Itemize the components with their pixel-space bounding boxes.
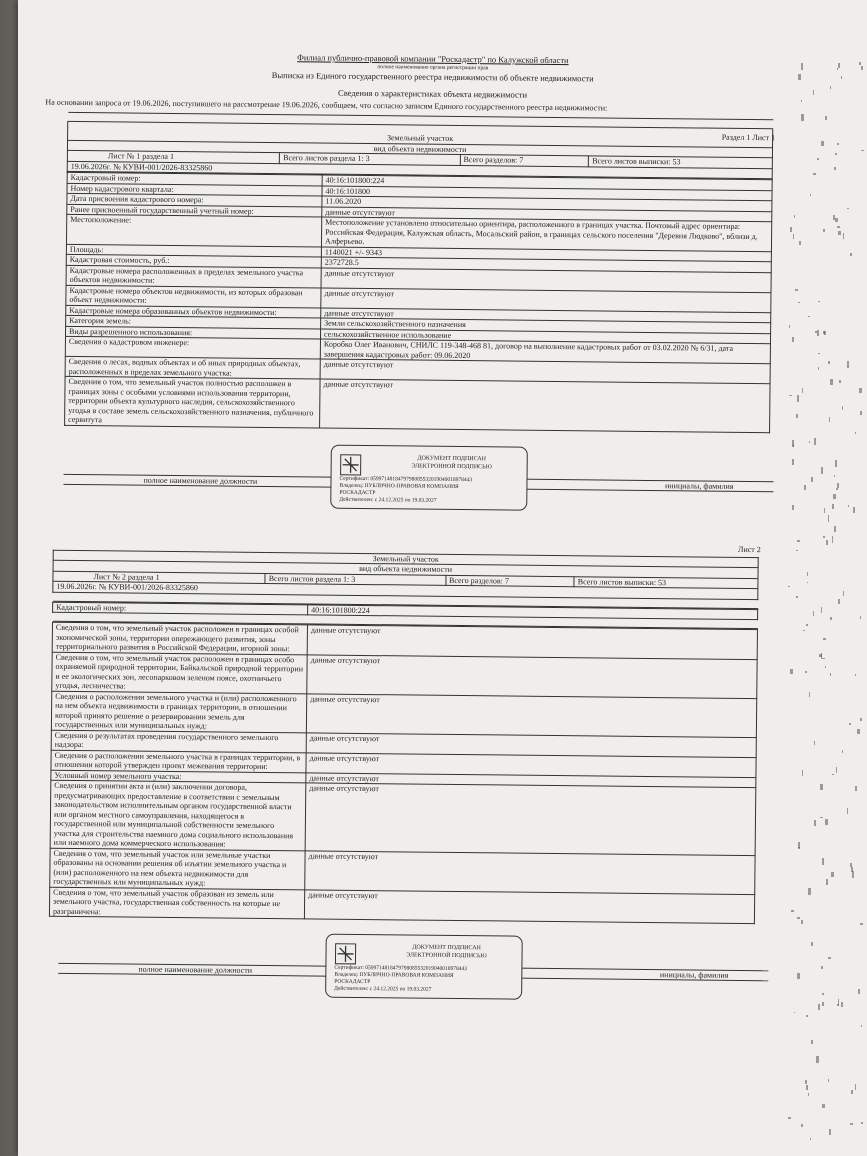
row-value: Коробко Олег Иванович, СНИЛС 119-348-468 81, договор на выполнение кадастровых работ от 03.02.2020 № 6/31, дата завершения кадастровых работ: 09.06.2020 <box>320 339 770 364</box>
row-value: данные отсутствуют <box>306 772 756 787</box>
noise-speck <box>806 624 808 626</box>
noise-speck <box>838 599 841 604</box>
noise-speck <box>843 591 844 596</box>
row-label: Виды разрешенного использования: <box>66 326 321 339</box>
noise-speck <box>825 666 826 668</box>
noise-speck <box>810 194 811 196</box>
noise-speck <box>847 808 848 813</box>
noise-speck <box>822 1104 825 1107</box>
noise-speck <box>797 540 800 542</box>
noise-speck <box>791 910 794 912</box>
table-row <box>49 887 754 924</box>
sheets-section: Всего листов раздела 1: 3 <box>280 153 460 165</box>
noise-speck <box>801 63 804 70</box>
object-type-note-2: вид объекта недвижимости <box>53 560 758 578</box>
roskadastr-logo-icon <box>340 453 362 475</box>
noise-speck <box>821 653 822 659</box>
row-value: 40:16:101800:224 <box>322 175 772 190</box>
noise-speck <box>834 475 835 477</box>
noise-speck <box>813 611 814 616</box>
noise-speck <box>847 208 848 209</box>
noise-speck <box>796 550 799 551</box>
noise-speck <box>837 226 839 228</box>
noise-speck <box>859 62 861 65</box>
document-header <box>80 50 786 103</box>
noise-speck <box>816 1056 819 1063</box>
noise-speck <box>792 505 794 510</box>
row-label: Сведения о том, что земельный участок расположен в границах особой экономической зоны, территории опережающего развития, зоны территориального развития в Российской Федерации, игорной зоны: <box>52 622 307 654</box>
noise-speck <box>822 1002 824 1006</box>
noise-speck <box>801 114 804 121</box>
cadastral-label-2: Кадастровый номер: <box>53 602 308 615</box>
document-title: Выписка из Единого государственного реестра недвижимости об объекте недвижимости <box>271 70 594 84</box>
noise-speck <box>836 767 837 773</box>
noise-speck <box>794 1012 795 1013</box>
stamp-cert: Сертификат: 0599714818479798085532019040018978443 <box>339 475 473 483</box>
noise-speck <box>839 380 842 383</box>
noise-speck <box>860 616 861 619</box>
row-label: Сведения о том, что земельный участок образован из земель или земельного участка, государственная собственность на которые не разграничена: <box>49 887 304 919</box>
noise-speck <box>857 729 860 734</box>
noise-speck <box>859 388 862 393</box>
row-value: Местоположение установлено относительно ориентира, расположенного в границах участка. Почтовый адрес ориентира: Российская Федерация, Калужская область, Мосальский район, в границах сельского поселения "Деревня Людково", вблизи д. Алферьево. <box>321 217 771 251</box>
row-label: Сведения о том, что земельный участок расположен в границах особо охраняемой природной территории, Байкальской природной территории и ее экологических зон, лесопарковом зеленом поясе, охотничьего угодья, лесничества: <box>52 652 307 694</box>
noise-speck <box>832 504 834 510</box>
noise-speck <box>835 153 837 155</box>
noise-speck <box>811 477 814 482</box>
sheet-label-2: Лист № 2 раздела 1 <box>53 571 265 584</box>
e-signature-stamp <box>330 444 528 510</box>
row-value: данные отсутствуют <box>306 732 756 757</box>
noise-speck <box>835 218 838 222</box>
row-label: Сведения о том, что земельный участок полностью расположен в границах зоны с особыми условиями использования территории, территории объекта культурного наследия, сельскохозяйственного угодья в составе земель сельскохозяйственного назначения, публичного сервитута <box>65 376 320 427</box>
noise-speck <box>817 330 819 337</box>
noise-speck <box>788 1117 790 1119</box>
row-label: Площадь: <box>66 244 321 257</box>
noise-speck <box>823 638 825 640</box>
noise-speck <box>849 723 851 724</box>
document-content <box>45 50 786 1008</box>
row-value: данные отсутствуют <box>307 625 757 659</box>
noise-speck <box>855 1084 857 1091</box>
noise-speck <box>847 361 849 368</box>
row-label: Сведения о расположении земельного участка в границах территории, в отношении которой утвержден проект межевания территории: <box>51 750 306 773</box>
sheets-total-2: Всего листов выписки: 53 <box>574 576 758 588</box>
noise-speck <box>808 888 811 895</box>
noise-speck <box>860 411 862 415</box>
org-note: полное наименование органа регистрации прав <box>377 64 489 72</box>
noise-speck <box>817 158 819 160</box>
sheet-label: Лист № 1 раздела 1 <box>67 150 279 163</box>
noise-speck <box>837 68 838 70</box>
sections-total: Всего разделов: 7 <box>460 154 589 166</box>
noise-speck <box>799 241 801 245</box>
signature-block-1 <box>75 441 782 518</box>
row-label: Дата присвоения кадастрового номера: <box>67 193 322 206</box>
noise-speck <box>860 923 863 925</box>
row-label: Кадастровые номера расположенных в пределах земельного участка объектов недвижимости: <box>66 265 321 288</box>
page2-header-table <box>52 549 759 608</box>
sheet-mark-2: Лист 2 <box>737 544 761 554</box>
section-title: Сведения о характеристиках объекта недвижимости <box>338 87 528 100</box>
table-row <box>51 691 756 737</box>
noise-speck <box>813 90 814 95</box>
noise-speck <box>809 692 810 697</box>
row-value: 2372728.5 <box>321 257 771 272</box>
noise-speck <box>821 141 824 145</box>
noise-speck <box>818 1004 820 1009</box>
noise-speck <box>792 337 794 341</box>
row-label: Кадастровая стоимость, руб.: <box>66 254 321 267</box>
date-number-2: 19.06.2026г. № КУВИ-001/2026-83325860 <box>53 581 758 599</box>
noise-speck <box>837 143 839 145</box>
noise-speck <box>796 596 798 598</box>
stamp-title-2: ЭЛЕКТРОННОЙ ПОДПИСЬЮ <box>406 952 487 960</box>
row-value: Земли сельскохозяйственного назначения <box>321 318 771 333</box>
page2-data-table <box>49 622 758 924</box>
stamp-owner-2: РОСКАДАСТР <box>334 978 371 986</box>
row-label: Ранее присвоенный государственный учетный номер: <box>67 204 322 217</box>
noise-speck <box>809 441 811 443</box>
row-value: данные отсутствуют <box>306 752 756 777</box>
noise-speck <box>820 817 823 819</box>
noise-speck <box>850 253 852 257</box>
date-number: 19.06.2026г. № КУВИ-001/2026-83325860 <box>67 161 772 179</box>
intro-text: На основании запроса от 19.06.2026, поступившего на рассмотрение 19.06.2026, сообщаем, что согласно записям Единого государственного реестра недвижимости: <box>45 97 608 113</box>
noise-speck <box>826 540 829 545</box>
noise-speck <box>861 1025 862 1027</box>
noise-speck <box>834 526 836 532</box>
noise-speck <box>797 395 799 401</box>
noise-speck <box>828 361 830 363</box>
noise-speck <box>842 750 844 753</box>
noise-speck <box>792 440 794 447</box>
e-signature-stamp-2 <box>325 934 523 1000</box>
noise-speck <box>806 1085 807 1090</box>
position-label: полное наименование должности <box>143 475 258 486</box>
noise-speck <box>826 879 828 885</box>
noise-speck <box>851 867 853 872</box>
row-label: Условный номер земельного участка: <box>51 770 306 783</box>
row-value: данные отсутствуют <box>307 654 757 698</box>
noise-speck <box>798 302 800 304</box>
row-label: Кадастровый номер: <box>67 172 322 185</box>
noise-speck <box>814 438 815 445</box>
noise-speck <box>853 507 855 513</box>
sheets-section-2: Всего листов раздела 1: 3 <box>265 573 445 585</box>
noise-speck <box>825 819 828 825</box>
noise-speck <box>797 973 800 979</box>
noise-speck <box>823 536 825 538</box>
noise-speck <box>790 227 792 232</box>
stamp-cert: Сертификат: 0599714818479798085532019040018978443 <box>334 964 468 973</box>
row-value: данные отсутствуют <box>305 783 756 855</box>
stamp-owner: Владелец: ПУБЛИЧНО-ПРАВОВАЯ КОМПАНИЯ <box>334 971 454 979</box>
row-label: Номер кадастрового квартала: <box>67 183 322 196</box>
row-label: Сведения о результатах проведения государственного земельного надзора: <box>51 730 306 753</box>
noise-speck <box>843 233 844 239</box>
noise-speck <box>828 515 829 521</box>
row-value: 40:16:101800 <box>322 186 772 201</box>
noise-speck <box>822 658 825 660</box>
noise-speck <box>830 673 831 676</box>
noise-speck <box>818 367 819 371</box>
noise-speck <box>803 630 805 631</box>
noise-speck <box>811 1040 813 1043</box>
noise-speck <box>830 617 833 620</box>
noise-speck <box>792 459 794 466</box>
noise-speck <box>802 388 803 393</box>
row-value: данные отсутствуют <box>304 889 754 923</box>
noise-speck <box>790 669 792 674</box>
noise-speck <box>807 582 808 584</box>
noise-speck <box>802 770 803 775</box>
page1-data-table <box>64 172 773 433</box>
noise-speck <box>838 63 839 68</box>
noise-speck <box>850 1123 853 1125</box>
noise-speck <box>814 741 815 745</box>
noise-speck <box>822 993 824 995</box>
noise-speck <box>855 674 856 676</box>
noise-speck <box>821 467 823 473</box>
name-label: инициалы, фамилия <box>664 480 734 491</box>
stamp-title-1: ДОКУМЕНТ ПОДПИСАН <box>412 944 481 952</box>
noise-speck <box>841 76 842 79</box>
row-value: данные отсутствуют <box>321 308 771 323</box>
position-label-2: полное наименование должности <box>138 964 253 975</box>
noise-speck <box>858 989 860 994</box>
noise-speck <box>793 234 794 239</box>
noise-speck <box>851 1090 853 1094</box>
row-value: данные отсутствуют <box>322 207 772 222</box>
noise-speck <box>818 301 820 302</box>
noise-speck <box>801 1124 803 1126</box>
noise-speck <box>861 1122 863 1123</box>
noise-speck <box>798 74 800 80</box>
noise-speck <box>828 957 831 959</box>
noise-speck <box>788 586 790 587</box>
roskadastr-logo-icon <box>334 943 356 965</box>
object-type-note: вид объекта недвижимости <box>67 140 772 158</box>
noise-speck <box>823 331 826 334</box>
noise-speck <box>829 1129 831 1135</box>
row-label: Кадастровые номера объектов недвижимости, из которых образован объект недвижимости: <box>66 285 321 308</box>
noise-speck <box>832 774 834 776</box>
noise-speck <box>810 1138 811 1139</box>
noise-speck <box>815 331 816 333</box>
noise-speck <box>818 353 820 354</box>
table-row <box>65 376 770 432</box>
noise-speck <box>855 786 857 791</box>
row-label: Сведения о принятии акта и (или) заключении договора, предусматривающих предоставление в соответствии с земельным законодательством исполнительным органом государственной власти или органом местного самоуправления, находящегося в государственной или муниципальной собственности земельного участка для строительства наемного дома социального использования или наемного дома коммерческого использования: <box>50 780 306 850</box>
noise-speck <box>841 1002 843 1007</box>
row-label: Сведения о кадастровом инженере: <box>65 336 320 359</box>
row-value: данные отсутствуют <box>321 268 771 293</box>
document-sheet <box>18 0 867 1156</box>
stamp-title-1: ДОКУМЕНТ ПОДПИСАН <box>417 455 487 462</box>
noise-speck <box>796 414 797 417</box>
stamp-valid: Действителен: с 24.12.2025 по 19.03.2027 <box>339 496 437 504</box>
row-label: Сведения о том, что земельный участок или земельные участки образованы на основании решения об изъятии земельного участка и (или) расположенного на нем объекта недвижимости для государственных или муниципальных нужд: <box>50 848 305 890</box>
row-label: Категория земель: <box>66 315 321 328</box>
noise-speck <box>842 406 843 410</box>
row-value: данные отсутствуют <box>305 850 755 894</box>
object-type: Земельный участок <box>68 121 773 147</box>
noise-speck <box>861 66 862 71</box>
noise-speck <box>804 485 806 490</box>
row-label: Местоположение: <box>66 214 321 246</box>
noise-speck <box>832 536 833 543</box>
noise-speck <box>834 167 835 170</box>
noise-speck <box>837 1004 838 1006</box>
noise-speck <box>806 1015 808 1017</box>
noise-speck <box>822 858 824 865</box>
row-value: 1140021 +/- 9343 <box>321 247 771 262</box>
cadastral-value-2: 40:16:101800:224 <box>308 604 758 619</box>
noise-speck <box>830 379 833 385</box>
noise-speck <box>811 942 813 946</box>
noise-speck <box>797 917 800 920</box>
signature-block-2 <box>70 931 777 1008</box>
row-value: данные отсутствуют <box>306 693 756 737</box>
stamp-owner-2: РОСКАДАСТР <box>339 489 376 496</box>
table-row <box>50 848 755 894</box>
row-value: данные отсутствуют <box>321 288 771 313</box>
noise-speck <box>829 417 830 423</box>
row-value: сельскохозяйственное использование <box>320 329 770 344</box>
noise-speck <box>814 820 816 826</box>
stamp-valid: Действителен: с 24.12.2025 по 19.03.2027 <box>334 985 432 993</box>
noise-speck <box>794 215 795 218</box>
name-label-2: инициалы, фамилия <box>659 970 729 980</box>
noise-speck <box>835 460 837 467</box>
stamp-title-2: ЭЛЕКТРОННОЙ ПОДПИСЬЮ <box>411 462 492 470</box>
org-name: Филиал публично-правовой компании "Роскадастр" по Калужской области <box>297 52 569 66</box>
noise-speck <box>848 505 849 507</box>
noise-speck <box>821 607 822 613</box>
noise-speck <box>795 289 798 291</box>
noise-speck <box>805 1080 807 1083</box>
page1-header-table <box>67 112 774 179</box>
noise-speck <box>808 1093 809 1096</box>
noise-speck <box>830 86 832 89</box>
noise-speck <box>828 1079 829 1082</box>
noise-speck <box>825 116 827 120</box>
sheet-mark-1: Раздел 1 Лист 1 <box>721 132 776 143</box>
noise-speck <box>836 488 839 490</box>
sections-total-2: Всего разделов: 7 <box>446 575 575 587</box>
noise-speck <box>805 671 807 673</box>
row-value: данные отсутствуют <box>320 379 770 432</box>
noise-speck <box>789 325 790 328</box>
table-row <box>50 780 756 855</box>
row-value: данные отсутствуют <box>320 359 770 384</box>
noise-speck <box>823 229 825 232</box>
noise-speck <box>789 395 791 396</box>
row-label: Кадастровые номера образованных объектов недвижимости: <box>66 305 321 318</box>
noise-speck <box>820 784 823 790</box>
noise-speck <box>824 508 825 514</box>
noise-speck <box>798 842 800 849</box>
noise-speck <box>838 231 840 235</box>
noise-speck <box>855 432 856 434</box>
noise-speck <box>833 494 836 499</box>
noise-speck <box>801 920 803 925</box>
row-label: Сведения о лесах, водных объектах и об иных природных объектах, расположенных в пределах земельного участка: <box>65 356 320 379</box>
noise-speck <box>813 173 815 175</box>
noise-speck <box>821 966 823 970</box>
noise-speck <box>860 718 862 721</box>
sheets-total: Всего листов выписки: 53 <box>589 156 773 168</box>
noise-speck <box>861 150 864 151</box>
noise-speck <box>807 572 808 576</box>
row-value: 11.06.2020 <box>322 196 772 211</box>
object-type-2: Земельный участок <box>53 550 758 568</box>
noise-speck <box>808 316 810 318</box>
noise-speck <box>831 872 834 877</box>
noise-speck <box>852 871 854 877</box>
row-label: Сведения о расположении земельного участка и (или) расположенного на нем объекта недвижимости в границах территории, в отношении которой принято решение о резервировании земель для государственных или муниципальных нужд: <box>51 691 306 733</box>
stamp-owner: Владелец: ПУБЛИЧНО-ПРАВОВАЯ КОМПАНИЯ <box>339 482 459 490</box>
noise-speck <box>801 100 802 101</box>
